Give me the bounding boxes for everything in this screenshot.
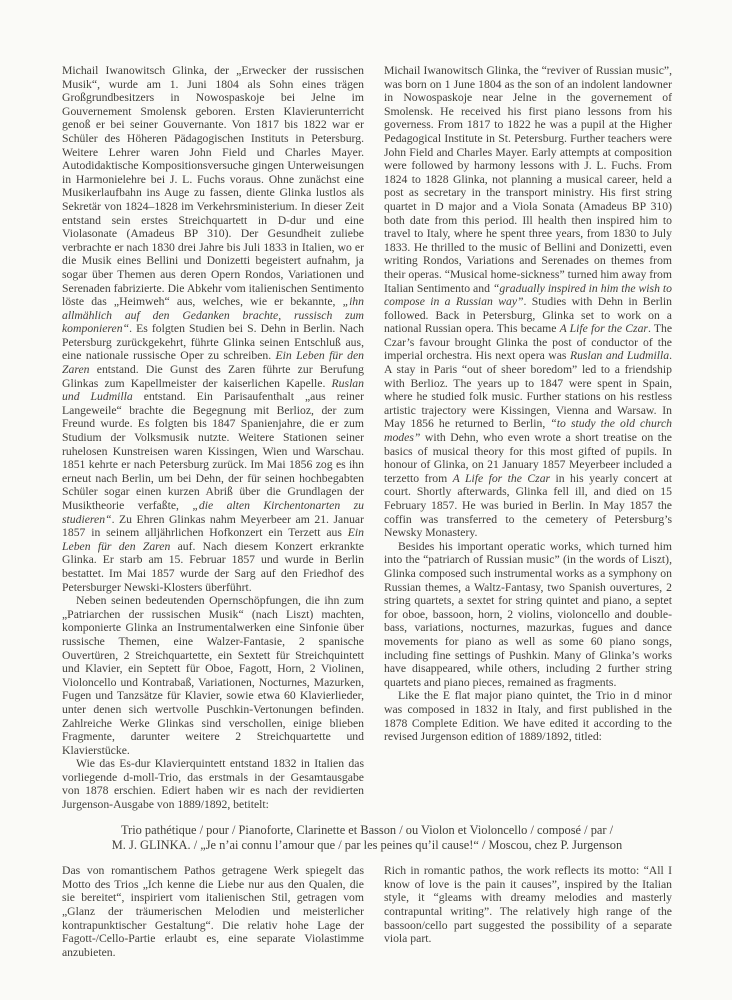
english-paragraph-2: Besides his important operatic works, which turned him into the “patriarch of Russian music” (in the words of Liszt), Glinka composed such instrumental works as a symphony on Russian themes, a Waltz-Fantasy, two Spanish ouvertures, 2 string quartets, a sextet for string quintet and piano, a septet for oboe, bassoon, horn, 2 violins, violoncello and double-bass, variations, nocturnes, mazurkas, fugues and dance movements for piano as well as some 60 piano songs, including fine settings of Pushkin. Many of Glinka’s works have disappeared, while others, including 2 further string quartets and piano pieces, remained as fragments.	[384, 539, 672, 689]
title-citation-line-2: M. J. GLINKA. / „Je n’ai connu l’amour que / par les peines qu’il cause!“ / Moscou, chez P. Jurgenson	[111, 838, 623, 853]
german-paragraph-3: Wie das Es-dur Klavierquintett entstand 1832 in Italien das vorliegende d-moll-Trio, das erstmals in der Gesamtausgabe von 1878 erschien. Ediert haben wir es nach der revidierten Jurgenson-Ausgabe von 1889/1892, betitelt:	[62, 757, 364, 812]
edition-title-block	[62, 823, 672, 855]
german-text-column	[62, 64, 364, 812]
english-paragraph-3: Like the E flat major piano quintet, the Trio in d minor was composed in 1832 in Italy, and first published in the 1878 Complete Edition. We have edited it according to the revised Jurgenson edition of 1889/1892, titled:	[384, 689, 672, 744]
english-paragraph-1: Michail Iwanowitsch Glinka, the “reviver of Russian music”, was born on 1 June 1804 as the son of an indolent landowner in Nowospaskoje near Jelne in the governement of Smolensk. He received his first piano lessons from his governess. From 1817 to 1822 he was a pupil at the Higher Pedagogical Institute in St. Petersburg. Further teachers were John Field and Charles Mayer. Early attempts at composition were followed by harmony lessons with J. L. Fuchs. From 1824 to 1828 Glinka, not planning a musical career, held a post as secretary in the transport ministry. His first string quartet in D major and a Viola Sonata (Amadeus BP 310) both date from this period. Ill health then inspired him to travel to Italy, where he spent three years, from 1830 to July 1833. He thrilled to the music of Bellini and Donizetti, even writing Rondos, Variations and Serenades on themes from their operas. “Musical home-sickness” turned him away from Italian Sentimento and “gradually inspired in him the wish to compose in a Russian way”. Studies with Dehn in Berlin followed. Back in Petersburg, Glinka set to work on a national Russian opera. This became A Life for the Czar. The Czar’s favour brought Glinka the post of conductor of the imperial orchestra. His next opera was Ruslan and Ludmilla. A stay in Paris “out of sheer boredom” led to a friendship with Berlioz. The years up to 1847 were spent in Spain, where he studied folk music. Further stations on his restless artistic trajectory were Kissingen, Vienna and Warsaw. In May 1856 he returned to Berlin, “to study the old church modes” with Dehn, who even wrote a short treatise on the basics of musical theory for this most gifted of pupils. In honour of Glinka, on 21 January 1857 Meyerbeer included a terzetto from A Life for the Czar in his yearly concert at court. Shortly afterwards, Glinka fell ill, and died on 15 February 1857. He was buried in Berlin. In May 1857 the coffin was transferred to the cemetery of Petersburg’s Newsky Monastery.	[384, 64, 673, 540]
biography-section	[62, 64, 672, 812]
german-paragraph-1: Michail Iwanowitsch Glinka, der „Erwecker der russischen Musik“, wurde am 1. Juni 1804 als Sohn eines trägen Großgrundbesitzers in Nowospaskoje bei Jelne im Gouvernement Smolensk geboren. Ersten Klavierunterricht genoß er bei seiner Gouvernante. Von 1817 bis 1822 war er Schüler des Höheren Pädagogischen Instituts in Petersburg. Weitere Lehrer waren John Field und Charles Mayer. Autodidaktische Kompositionsversuche gingen Unterweisungen in Harmonielehre bei J. L. Fuchs voraus. Ohne zunächst eine Musikerlaufbahn ins Auge zu fassen, diente Glinka lustlos als Sekretär von 1824–1828 im Verkehrsministerium. In dieser Zeit entstand sein erstes Streichquartett in D-dur und eine Violasonate (Amadeus BP 310). Der Gesundheit zuliebe verbrachte er nach 1830 drei Jahre bis Juli 1833 in Italien, wo er die Musik eines Bellini und Donizetti begeistert aufnahm, ja sogar über Themen aus deren Opern Rondos, Variationen und Serenaden fabrizierte. Die Abkehr vom italienischen Sentimento löste das „Heimweh“ aus, welches, wie er bekannte, „ihn allmählich auf den Gedanken brachte, russisch zum komponieren“. Es folgten Studien bei S. Dehn in Berlin. Nach Petersburg zurückgekehrt, führte Glinka seinen Entschluß aus, eine nationale russische Oper zu schreiben. Ein Leben für den Zaren entstand. Die Gunst des Zaren führte zur Berufung Glinkas zum Kapellmeister der kaiserlichen Kapelle. Ruslan und Ludmilla entstand. Ein Parisaufenthalt „aus reiner Langeweile“ brachte die Begegnung mit Berlioz, der zum Freund wurde. Es folgten bis 1847 Spanienjahre, die er zum Studium der Volksmusik nutzte. Weitere Stationen seiner ruhelosen Kunstreisen waren Kissingen, Wien und Warschau. 1851 kehrte er nach Petersburg zurück. Im Mai 1856 zog es ihn erneut nach Berlin, um bei Dehn, der für seinen hochbegabten Schüler sogar einen kurzen Abriß über die Grundlagen der Musiktheorie verfaßte, „die alten Kirchentonarten zu studieren“. Zu Ehren Glinkas nahm Meyerbeer am 21. Januar 1857 in seinem alljährlichen Hofkonzert ein Terzett aus Ein Leben für den Zaren auf. Nach diesem Konzert erkrankte Glinka. Er starb am 15. Februar 1857 und wurde in Berlin bestattet. Im Mai 1857 wurde der Sarg auf den Friedhof des Petersburger Newski-Klosters überführt.	[62, 64, 364, 594]
english-text-column	[384, 64, 672, 812]
english-commentary-column	[384, 864, 672, 959]
german-commentary-paragraph: Das von romantischem Pathos getragene Werk spiegelt das Motto des Trios „Ich kenne die Liebe nur aus den Qualen, die sie bereitet“, inspiriert vom italienischen Stil, getragen vom „Glanz der träumerischen Melodien und meisterlicher kontrapunktischer Gestaltung“. Die relativ hohe Lage der Fagott-/Cello-Partie erlaubt es, eine separate Violastimme anzubieten.	[62, 864, 364, 959]
german-commentary-column	[62, 864, 364, 959]
title-citation-line-1: Trio pathétique / pour / Pianoforte, Clarinette et Basson / ou Violon et Violoncello / composé / par /	[120, 822, 614, 837]
commentary-section	[62, 864, 672, 959]
german-paragraph-2: Neben seinen bedeutenden Opernschöpfungen, die ihn zum „Patriarchen der russischen Musik“ (nach Liszt) machten, komponierte Glinka an Instrumentalwerken eine Sinfonie über russische Themen, eine Walzer-Fantasie, 2 spanische Ouvertüren, 2 Streichquartette, ein Sextett für Streichquintett und Klavier, ein Septett für Oboe, Fagott, Horn, 2 Violinen, Violoncello und Kontrabaß, Variationen, Nocturnes, Mazurken, Fugen und Tanzsätze für Klavier, sowie etwa 60 Klavierlieder, unter denen sich wertvolle Puschkin-Vertonungen befinden. Zahlreiche Werke Glinkas sind verschollen, einige blieben Fragmente, darunter weitere 2 Streichquartette und Klavierstücke.	[62, 594, 364, 757]
english-commentary-paragraph: Rich in romantic pathos, the work reflects its motto: “All I know of love is the pain it causes”, inspired by the Italian style, it “gleams with dreamy melodies and masterly contrapuntal writing”. The relatively high range of the bassoon/cello part suggested the possibility of a separate viola part.	[384, 864, 672, 946]
